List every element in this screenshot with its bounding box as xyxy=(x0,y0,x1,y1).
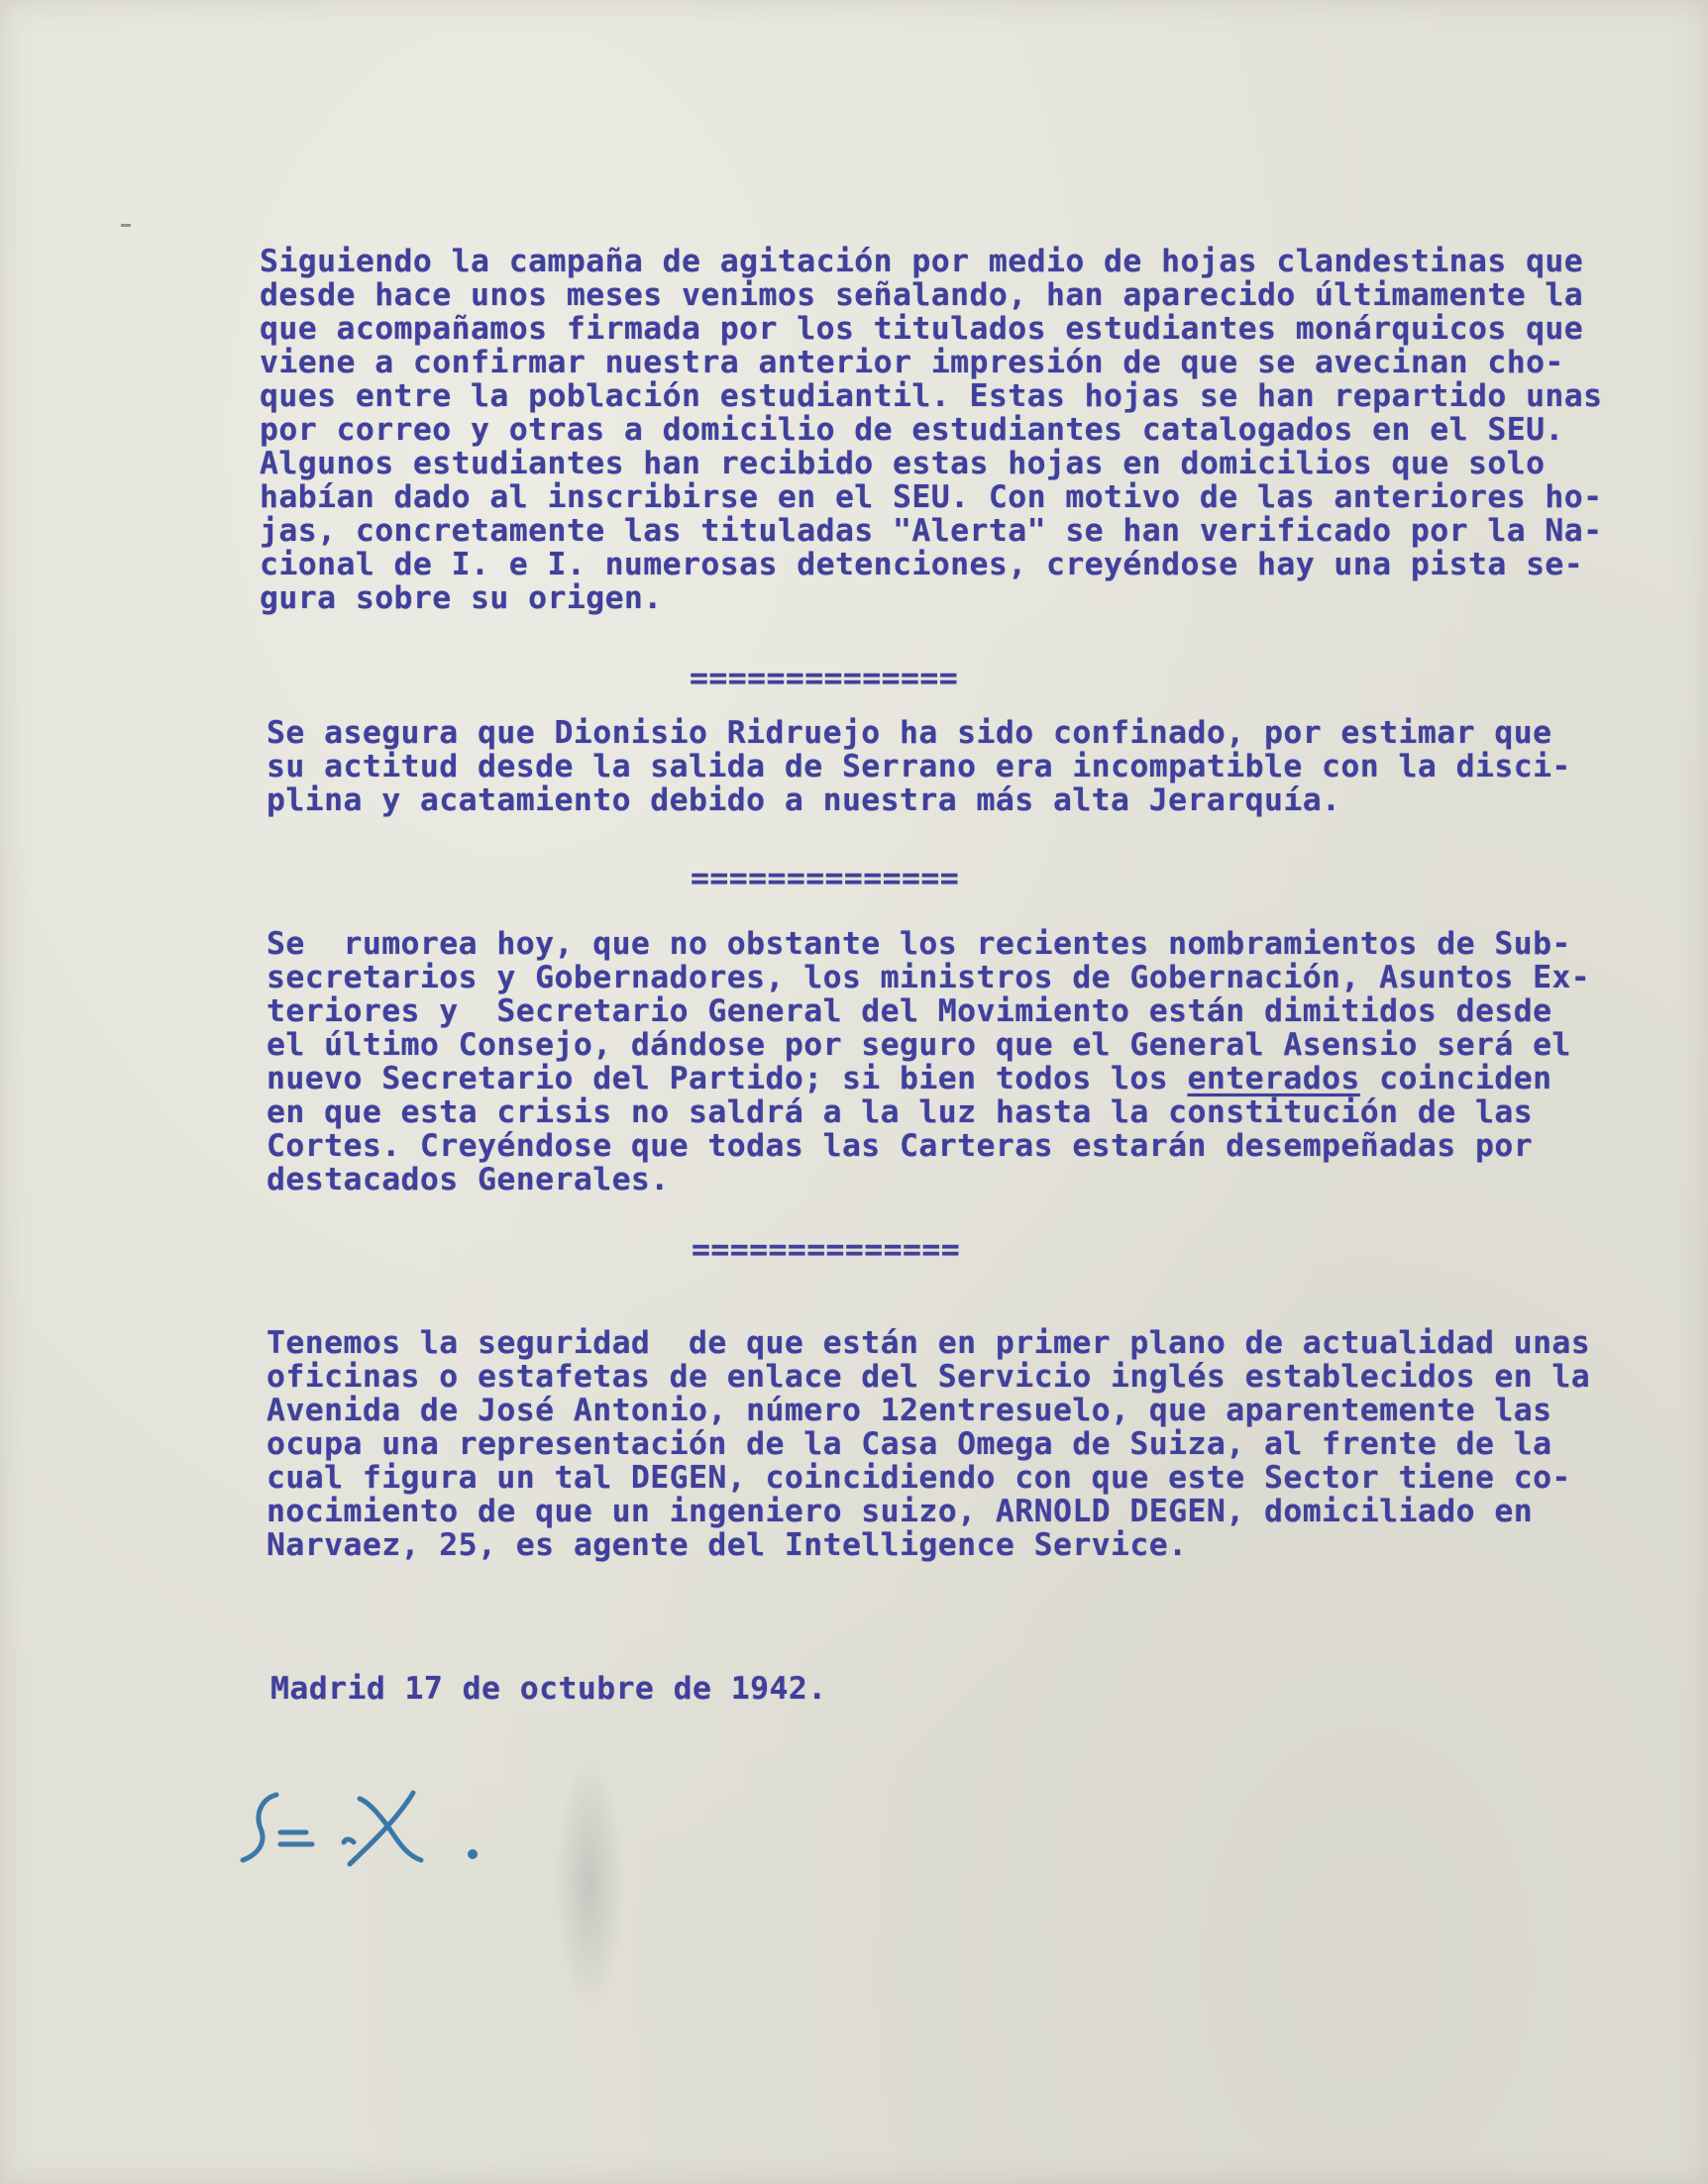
paragraph-student-leaflets xyxy=(260,245,1666,615)
text-line: cual figura un tal DEGEN, coincidiendo con que este Sector tiene co- xyxy=(267,1460,1571,1496)
text-line: el último Consejo, dándose por seguro que el General Asensio será el xyxy=(267,1027,1571,1063)
text-line: habían dado al inscribirse en el SEU. Con motivo de las anteriores ho- xyxy=(260,479,1603,515)
paragraph-ministers-rumor xyxy=(267,927,1673,1196)
text-line-end: coinciden xyxy=(1359,1061,1552,1096)
text-line: plina y acatamiento debido a nuestra más alta Jerarquía. xyxy=(267,782,1341,818)
text-line: cional de I. e I. numerosas detenciones, creyéndose hay una pista se- xyxy=(260,547,1584,582)
text-line: en que esta crisis no saldrá a la luz hasta la constitución de las xyxy=(267,1094,1534,1130)
text-line: desde hace unos meses venimos señalando, han aparecido últimamente la xyxy=(260,277,1584,313)
text-line: Algunos estudiantes han recibido estas hojas en domicilios que solo xyxy=(260,446,1546,481)
paper-smudge xyxy=(555,1753,624,2011)
text-line-start: nuevo Secretario del Partido; si bien todos los xyxy=(267,1061,1188,1096)
underlined-word: enterados xyxy=(1187,1061,1360,1096)
paper-mark xyxy=(121,224,131,227)
text-line: jas, concretamente las tituladas "Alerta" se han verificado por la Na- xyxy=(260,513,1603,549)
paragraph-intelligence-service xyxy=(267,1326,1673,1562)
text-line: su actitud desde la salida de Serrano era incompatible con la disci- xyxy=(267,749,1571,784)
text-line: Tenemos la seguridad de que están en primer plano de actualidad unas xyxy=(267,1325,1591,1361)
text-line: Narvaez, 25, es agente del Intelligence Service. xyxy=(267,1527,1188,1563)
text-line xyxy=(267,1062,1673,1095)
date-line: Madrid 17 de octubre de 1942. xyxy=(270,1671,827,1707)
text-line: Avenida de José Antonio, número 12entresuelo, que aparentemente las xyxy=(267,1393,1552,1428)
section-separator: ============== xyxy=(692,1232,961,1268)
text-line: viene a confirmar nuestra anterior impresión de que se avecinan cho- xyxy=(260,345,1564,380)
text-line: gura sobre su origen. xyxy=(260,580,663,616)
text-line: ques entre la población estudiantil. Estas hojas se han repartido unas xyxy=(260,378,1603,414)
text-line: Se rumorea hoy, que no obstante los recientes nombramientos de Sub- xyxy=(267,926,1571,962)
text-line: secretarios y Gobernadores, los ministros de Gobernación, Asuntos Ex- xyxy=(267,960,1591,995)
text-line: Siguiendo la campaña de agitación por medio de hojas clandestinas que xyxy=(260,244,1584,279)
text-line: destacados Generales. xyxy=(267,1162,670,1197)
section-separator: ============== xyxy=(690,661,959,696)
text-line: Cortes. Creyéndose que todas las Carteras estarán desempeñadas por xyxy=(267,1128,1534,1164)
text-line: que acompañamos firmada por los titulados estudiantes monárquicos que xyxy=(260,311,1584,347)
text-line: Se asegura que Dionisio Ridruejo ha sido confinado, por estimar que xyxy=(267,715,1552,751)
section-separator: ============== xyxy=(691,861,960,896)
handwritten-signature xyxy=(233,1773,490,1882)
text-line: por correo y otras a domicilio de estudiantes catalogados en el SEU. xyxy=(260,412,1564,448)
text-line: teriores y Secretario General del Movimiento están dimitidos desde xyxy=(267,993,1552,1029)
text-line: oficinas o estafetas de enlace del Servicio inglés establecidos en la xyxy=(267,1359,1591,1395)
text-line: nocimiento de que un ingeniero suizo, ARNOLD DEGEN, domiciliado en xyxy=(267,1494,1534,1529)
text-line: ocupa una representación de la Casa Omega de Suiza, al frente de la xyxy=(267,1426,1552,1462)
paragraph-ridruejo xyxy=(267,716,1673,817)
